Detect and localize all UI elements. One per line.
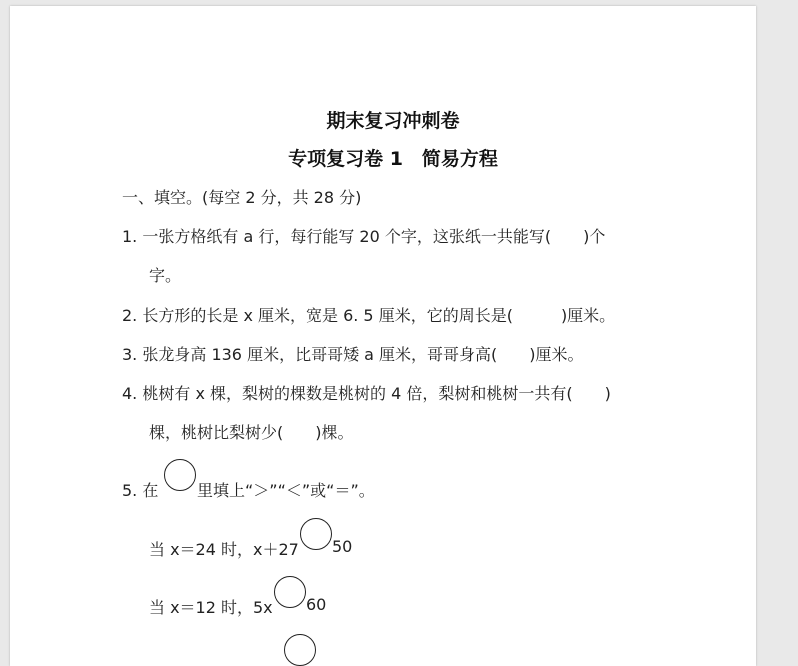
- question-3: 3. 张龙身高 136 厘米，比哥哥矮 a 厘米，哥哥身高( )厘米。: [122, 345, 584, 364]
- answer-circle-q5-instruction: [164, 459, 196, 491]
- doc-title: 期末复习冲刺卷: [326, 110, 460, 132]
- q5-sub-a-left: 当 x＝24 时，x＋27: [149, 540, 299, 559]
- answer-circle-q5-a: [300, 518, 332, 550]
- document-page: [10, 6, 756, 666]
- doc-subtitle: 专项复习卷 1 简易方程: [288, 148, 498, 170]
- question-1-continued: 字。: [149, 266, 182, 285]
- q5-sub-b-left: 当 x＝12 时，5x: [149, 598, 273, 617]
- section-heading: 一、填空。(每空 2 分，共 28 分): [122, 188, 362, 207]
- question-1: 1. 一张方格纸有 a 行，每行能写 20 个字，这张纸一共能写( )个: [122, 227, 606, 246]
- answer-circle-q5-b: [274, 576, 306, 608]
- question-5-prefix: 5. 在: [122, 481, 159, 500]
- question-4: 4. 桃树有 x 棵，梨树的棵数是桃树的 4 倍，梨树和桃树一共有( ): [122, 384, 611, 403]
- question-5-suffix: 里填上“＞”“＜”或“＝”。: [197, 481, 375, 500]
- answer-circle-q5-c-partial: [284, 634, 316, 666]
- question-4-continued: 棵，桃树比梨树少( )棵。: [149, 423, 354, 442]
- q5-sub-a-right: 50: [332, 537, 353, 556]
- q5-sub-b-right: 60: [306, 595, 327, 614]
- question-2: 2. 长方形的长是 x 厘米，宽是 6. 5 厘米，它的周长是( )厘米。: [122, 306, 616, 325]
